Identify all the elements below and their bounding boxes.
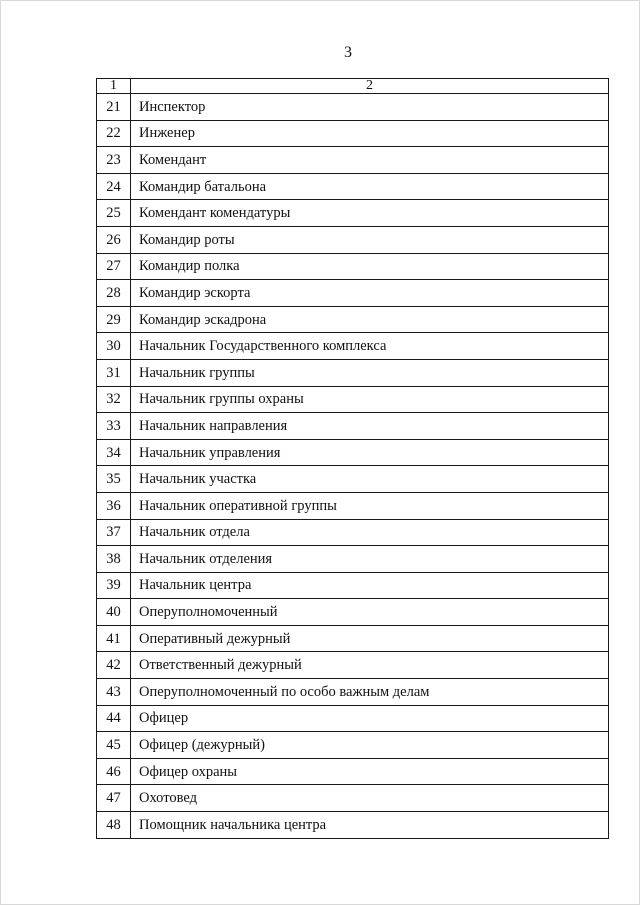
table-row: [97, 785, 609, 812]
column-header-number: 1: [97, 79, 131, 94]
row-number: 44: [97, 705, 131, 732]
row-number: 21: [97, 94, 131, 121]
table-row: [97, 94, 609, 121]
position-title: Командир полка: [131, 253, 609, 280]
row-number: 25: [97, 200, 131, 227]
table-row: [97, 546, 609, 573]
table-row: [97, 732, 609, 759]
row-number: 32: [97, 386, 131, 413]
table-row: [97, 120, 609, 147]
table-row: [97, 572, 609, 599]
row-number: 28: [97, 280, 131, 307]
position-title: Охотовед: [131, 785, 609, 812]
table-row: [97, 679, 609, 706]
row-number: 43: [97, 679, 131, 706]
position-title: Начальник управления: [131, 439, 609, 466]
row-number: 40: [97, 599, 131, 626]
position-title: Командир роты: [131, 226, 609, 253]
table-row: [97, 758, 609, 785]
table-row: [97, 705, 609, 732]
position-title: Комендант комендатуры: [131, 200, 609, 227]
row-number: 22: [97, 120, 131, 147]
row-number: 26: [97, 226, 131, 253]
table-row: [97, 812, 609, 839]
position-title: Ответственный дежурный: [131, 652, 609, 679]
row-number: 23: [97, 147, 131, 174]
row-number: 34: [97, 439, 131, 466]
position-title: Начальник группы: [131, 359, 609, 386]
table-row: [97, 200, 609, 227]
table-row: [97, 466, 609, 493]
row-number: 46: [97, 758, 131, 785]
position-title: Инспектор: [131, 94, 609, 121]
row-number: 39: [97, 572, 131, 599]
position-title: Начальник центра: [131, 572, 609, 599]
position-title: Начальник отделения: [131, 546, 609, 573]
row-number: 45: [97, 732, 131, 759]
position-title: Офицер охраны: [131, 758, 609, 785]
table-row: [97, 147, 609, 174]
table-row: [97, 253, 609, 280]
position-title: Начальник оперативной группы: [131, 492, 609, 519]
table-row: [97, 413, 609, 440]
table-row: [97, 519, 609, 546]
position-title: Офицер (дежурный): [131, 732, 609, 759]
table-row: [97, 226, 609, 253]
table-row: [97, 492, 609, 519]
position-title: Начальник направления: [131, 413, 609, 440]
position-title: Начальник участка: [131, 466, 609, 493]
row-number: 38: [97, 546, 131, 573]
table-row: [97, 599, 609, 626]
row-number: 27: [97, 253, 131, 280]
row-number: 30: [97, 333, 131, 360]
position-title: Командир батальона: [131, 173, 609, 200]
row-number: 36: [97, 492, 131, 519]
table-body: [97, 79, 609, 839]
position-title: Начальник Государственного комплекса: [131, 333, 609, 360]
row-number: 33: [97, 413, 131, 440]
position-title: Оперативный дежурный: [131, 625, 609, 652]
table-row: [97, 173, 609, 200]
position-title: Командир эскорта: [131, 280, 609, 307]
table-row: [97, 333, 609, 360]
position-title: Офицер: [131, 705, 609, 732]
table-row: [97, 280, 609, 307]
position-title: Помощник начальника центра: [131, 812, 609, 839]
row-number: 24: [97, 173, 131, 200]
row-number: 42: [97, 652, 131, 679]
row-number: 41: [97, 625, 131, 652]
table-row: [97, 359, 609, 386]
position-title: Командир эскадрона: [131, 306, 609, 333]
position-title: Оперуполномоченный по особо важным делам: [131, 679, 609, 706]
position-title: Начальник отдела: [131, 519, 609, 546]
table-row: [97, 306, 609, 333]
column-header-name: 2: [131, 79, 609, 94]
table-row: [97, 439, 609, 466]
positions-table: [96, 78, 609, 839]
table-header-row: [97, 79, 609, 94]
row-number: 47: [97, 785, 131, 812]
row-number: 29: [97, 306, 131, 333]
table-row: [97, 625, 609, 652]
table-row: [97, 386, 609, 413]
position-title: Комендант: [131, 147, 609, 174]
position-title: Оперуполномоченный: [131, 599, 609, 626]
row-number: 35: [97, 466, 131, 493]
position-title: Инженер: [131, 120, 609, 147]
row-number: 48: [97, 812, 131, 839]
table-row: [97, 652, 609, 679]
position-title: Начальник группы охраны: [131, 386, 609, 413]
row-number: 31: [97, 359, 131, 386]
page-number: 3: [344, 44, 352, 61]
row-number: 37: [97, 519, 131, 546]
